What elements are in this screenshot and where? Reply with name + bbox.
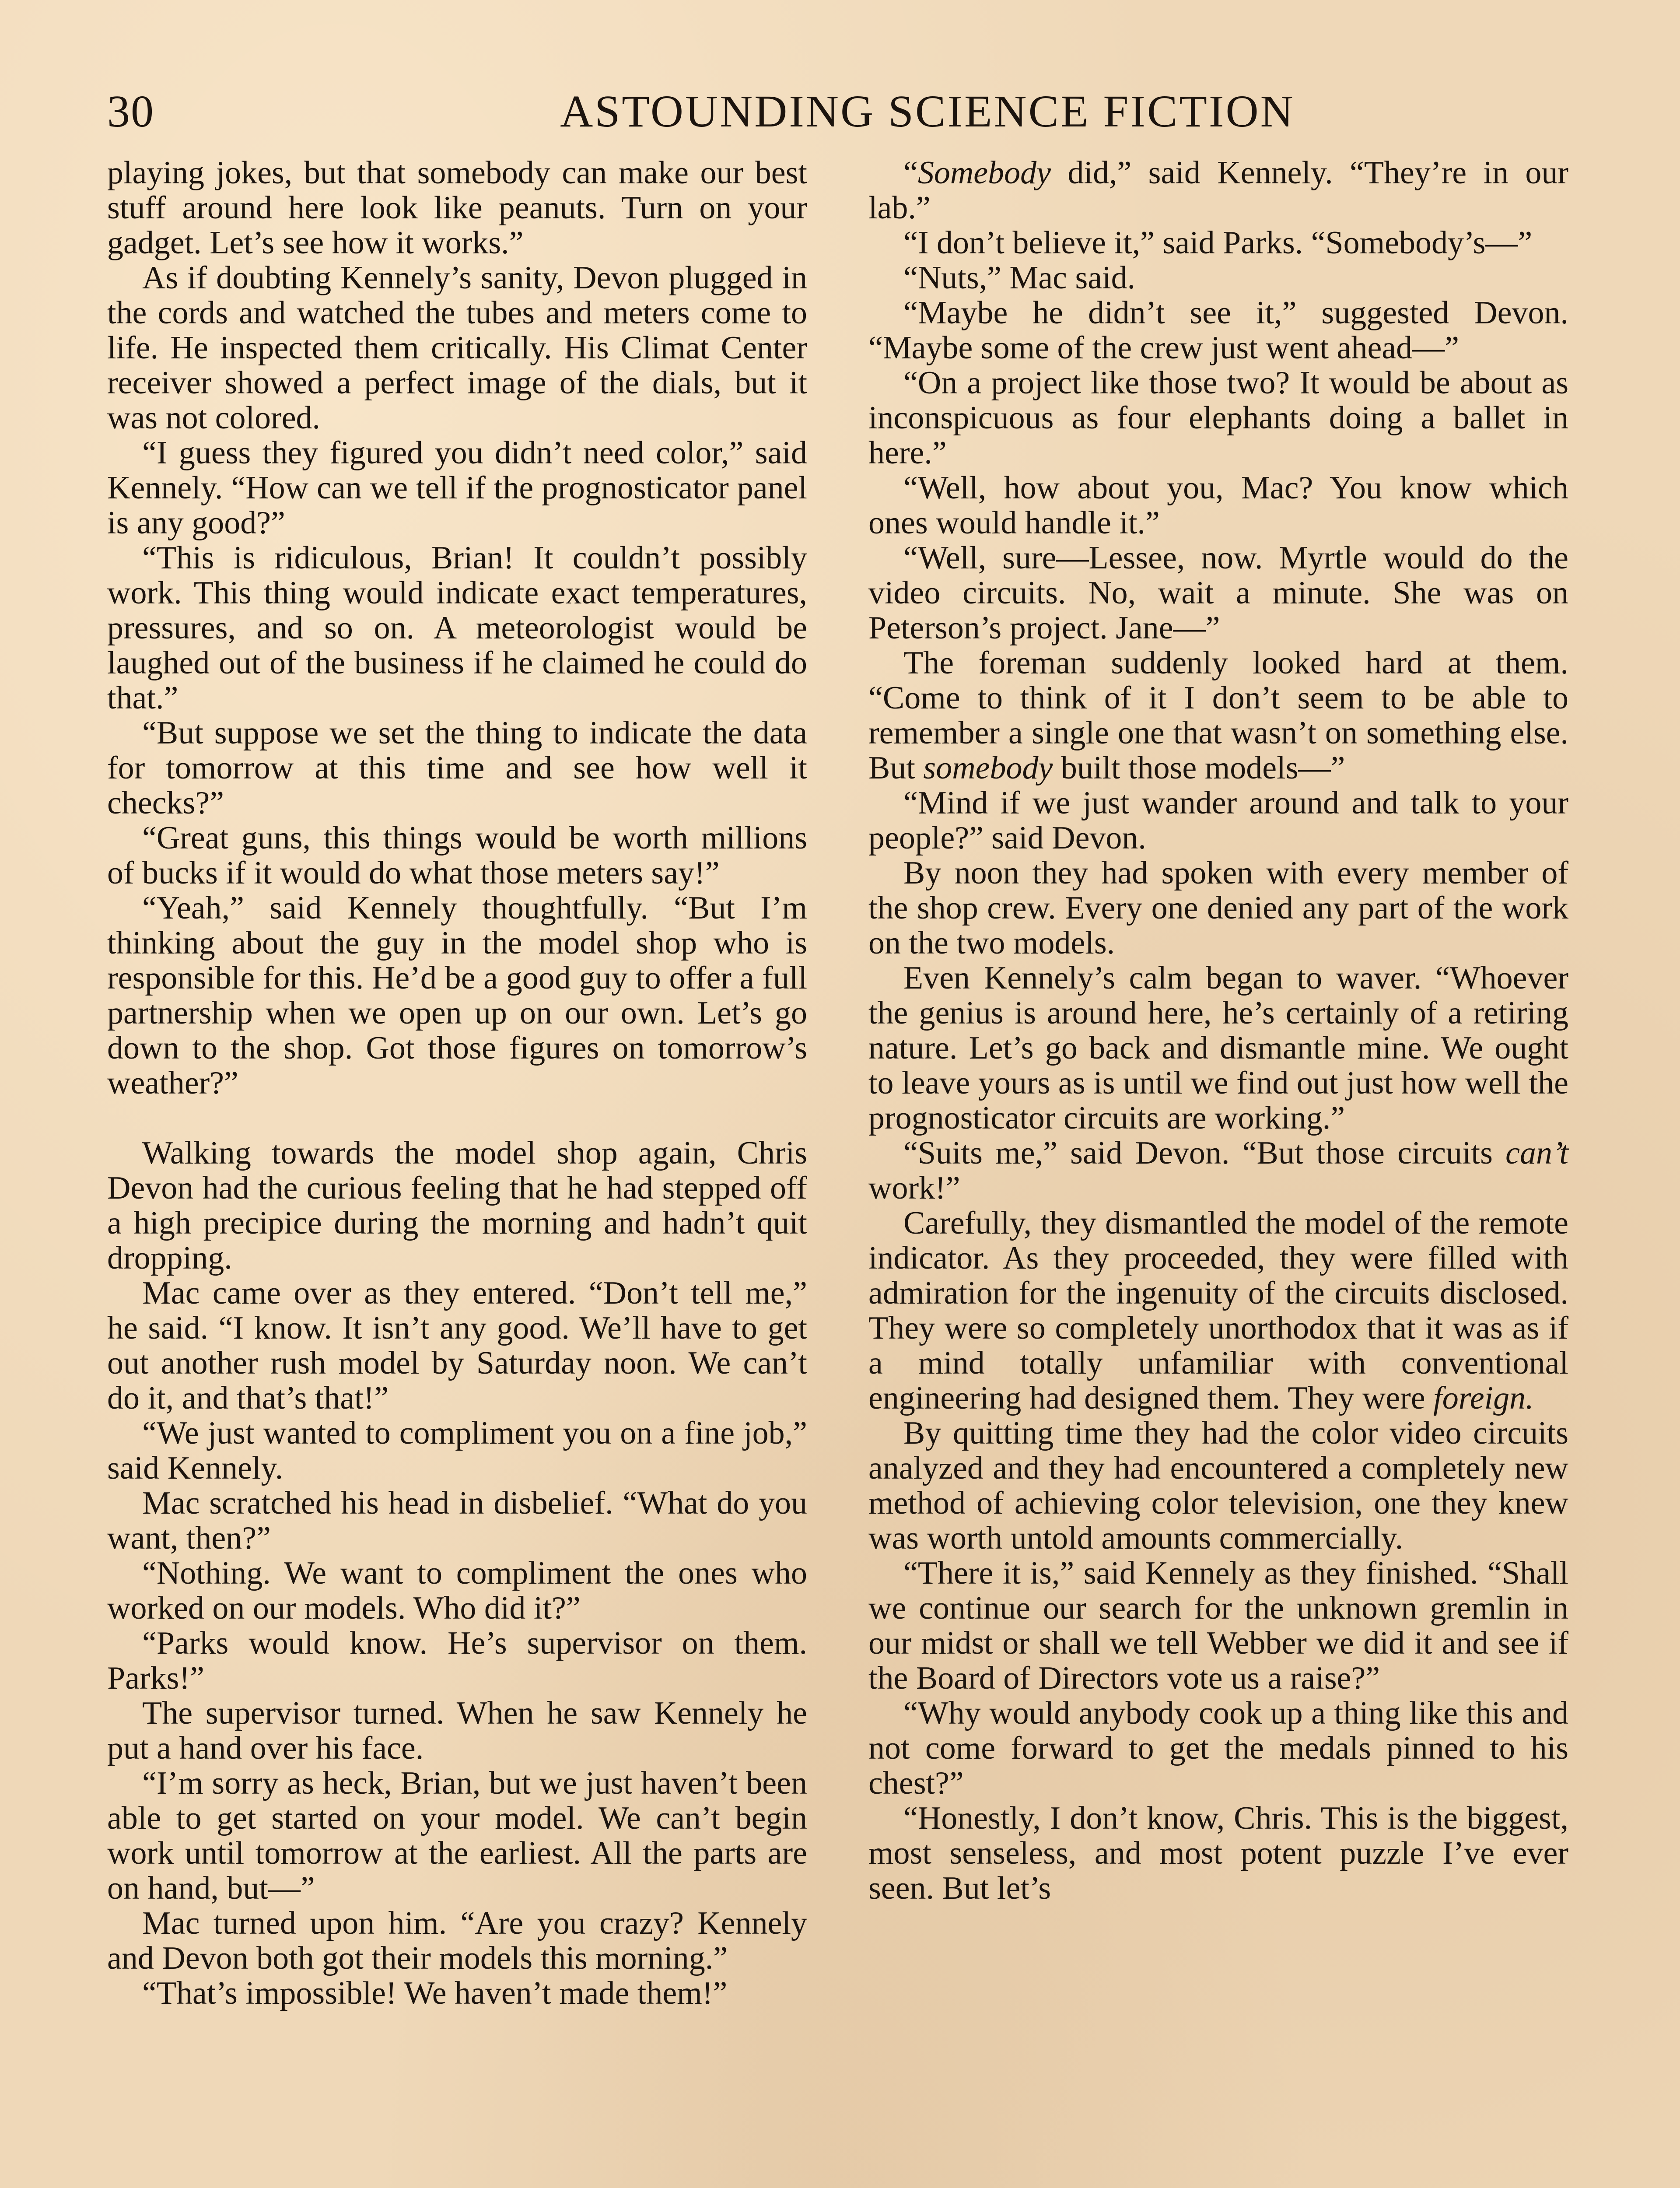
paragraph-text: The foreman suddenly looked hard at them. “Come to think of it I don’t seem to be able to remember a single one that wasn’t on something else. But bbox=[868, 645, 1568, 786]
paragraph bbox=[868, 1696, 1568, 1801]
paragraph-text: “Yeah,” said Kennely thoughtfully. “But I’m thinking about the guy in the model shop who is responsible for this. He’d be a good guy to offer a full partnership when we open up on our own. Let’s go down to the shop. Got those figures on tomorrow’s weather?” bbox=[107, 890, 807, 1101]
paragraph bbox=[868, 1801, 1568, 1906]
paragraph-text: work!” bbox=[868, 1170, 960, 1206]
paragraph-text: “I don’t believe it,” said Parks. “Somebody’s—” bbox=[903, 225, 1533, 261]
paragraph-text: “Honestly, I don’t know, Chris. This is the biggest, most senseless, and most potent puzzle I’ve ever seen. But let’s bbox=[868, 1800, 1568, 1906]
paragraph bbox=[868, 365, 1568, 470]
right-text-column bbox=[868, 155, 1568, 1906]
paragraph bbox=[107, 1976, 807, 2011]
paragraph-text: “I’m sorry as heck, Brian, but we just haven’t been able to get started on your model. We can’t begin work until tomorrow at the earliest. All the parts are on hand, but—” bbox=[107, 1765, 807, 1906]
paragraph-text: playing jokes, but that somebody can make our best stuff around here look like peanuts. Turn on your gadget. Let’s see how it works.” bbox=[107, 155, 807, 261]
paragraph-text: did,” said Kennely. “They’re in our lab.” bbox=[868, 155, 1568, 226]
paragraph bbox=[868, 1206, 1568, 1416]
paragraph-text: “On a project like those two? It would be about as inconspicuous as four elephants doing a ballet in here.” bbox=[868, 365, 1568, 471]
paragraph-text: “Parks would know. He’s supervisor on them. Parks!” bbox=[107, 1625, 807, 1696]
paragraph bbox=[868, 540, 1568, 645]
paragraph-text: “That’s impossible! We haven’t made them!” bbox=[142, 1975, 728, 2011]
paragraph bbox=[107, 260, 807, 435]
italic-text: can’t bbox=[1505, 1135, 1568, 1171]
paragraph-text: “There it is,” said Kennely as they finished. “Shall we continue our search for the unknown gremlin in our midst or shall we tell Webber we did it and see if the Board of Directors vote us a raise?” bbox=[868, 1555, 1568, 1696]
paragraph bbox=[868, 155, 1568, 225]
paragraph bbox=[107, 1626, 807, 1696]
paragraph bbox=[868, 1136, 1568, 1206]
paragraph-text: Mac scratched his head in disbelief. “What do you want, then?” bbox=[107, 1485, 807, 1556]
paragraph bbox=[868, 295, 1568, 365]
paragraph bbox=[868, 225, 1568, 260]
paragraph-text: “Well, sure—Lessee, now. Myrtle would do the video circuits. No, wait a minute. She was on Peterson’s project. Jane—” bbox=[868, 540, 1568, 646]
paragraph-text: By quitting time they had the color video circuits analyzed and they had encountered a completely new method of achieving color television, one they knew was worth untold amounts commercially. bbox=[868, 1415, 1568, 1556]
paragraph-text: The supervisor turned. When he saw Kennely he put a hand over his face. bbox=[107, 1695, 807, 1766]
italic-text: foreign. bbox=[1433, 1380, 1534, 1416]
paragraph bbox=[107, 1136, 807, 1276]
paragraph-text: “Well, how about you, Mac? You know which ones would handle it.” bbox=[868, 470, 1568, 541]
paragraph bbox=[107, 1766, 807, 1906]
paragraph-text: Even Kennely’s calm began to waver. “Whoever the genius is around here, he’s certainly of a retiring nature. Let’s go back and dismantle mine. We ought to leave yours as is until we find out just how well the prognosticator circuits are working.” bbox=[868, 960, 1568, 1136]
paragraph bbox=[868, 470, 1568, 540]
paragraph bbox=[107, 820, 807, 891]
paragraph bbox=[107, 1696, 807, 1766]
paragraph bbox=[868, 856, 1568, 961]
paragraph-text: “Maybe he didn’t see it,” suggested Devon. “Maybe some of the crew just went ahead—” bbox=[868, 295, 1568, 366]
paragraph bbox=[107, 1556, 807, 1626]
italic-text: somebody bbox=[923, 750, 1053, 786]
paragraph-text: As if doubting Kennely’s sanity, Devon plugged in the cords and watched the tubes and meters come to life. He inspected them critically. His Climat Center receiver showed a perfect image of the dials, but it was not colored. bbox=[107, 260, 807, 436]
italic-text: Somebody bbox=[917, 155, 1051, 191]
paragraph-text: built those models—” bbox=[1053, 750, 1345, 786]
paragraph bbox=[107, 1276, 807, 1416]
paragraph-text: “This is ridiculous, Brian! It couldn’t possibly work. This thing would indicate exact temperatures, pressures, and so on. A meteorologist would be laughed out of the business if he claimed he could do that.” bbox=[107, 540, 807, 716]
paragraph bbox=[868, 260, 1568, 295]
paragraph bbox=[107, 1416, 807, 1486]
paragraph bbox=[107, 891, 807, 1101]
paragraph bbox=[107, 540, 807, 715]
paragraph-text: “Nuts,” Mac said. bbox=[903, 260, 1136, 296]
paragraph-text: “Suits me,” said Devon. “But those circuits bbox=[903, 1135, 1506, 1171]
paragraph bbox=[107, 715, 807, 820]
paragraph-text: “I guess they figured you didn’t need color,” said Kennely. “How can we tell if the prognosticator panel is any good?” bbox=[107, 435, 807, 541]
paragraph-text: “Why would anybody cook up a thing like this and not come forward to get the medals pinned to his chest?” bbox=[868, 1695, 1568, 1801]
paragraph bbox=[868, 1416, 1568, 1556]
paragraph-lead: “ bbox=[903, 155, 918, 191]
paragraph-text: Carefully, they dismantled the model of the remote indicator. As they proceeded, they were filled with admiration for the ingenuity of the circuits disclosed. They were so completely unorthodox that it was as if a mind totally unfamiliar with conventional engineering had designed them. They were bbox=[868, 1205, 1568, 1416]
page-header bbox=[107, 81, 1564, 142]
paragraph-text: “Mind if we just wander around and talk to your people?” said Devon. bbox=[868, 785, 1568, 856]
paragraph-text: “We just wanted to compliment you on a fine job,” said Kennely. bbox=[107, 1415, 807, 1486]
paragraph bbox=[868, 1556, 1568, 1696]
page-number: 30 bbox=[107, 86, 154, 137]
paragraph bbox=[868, 961, 1568, 1136]
running-title: ASTOUNDING SCIENCE FICTION bbox=[560, 86, 1295, 137]
paragraph-text: “Great guns, this things would be worth millions of bucks if it would do what those meters say!” bbox=[107, 820, 807, 891]
paragraph-text: “But suppose we set the thing to indicate the data for tomorrow at this time and see how well it checks?” bbox=[107, 715, 807, 821]
paragraph bbox=[868, 645, 1568, 785]
paragraph bbox=[107, 435, 807, 540]
paragraph-text: “Nothing. We want to compliment the ones who worked on our models. Who did it?” bbox=[107, 1555, 807, 1626]
paragraph-text: Mac turned upon him. “Are you crazy? Kennely and Devon both got their models this morning.” bbox=[107, 1905, 807, 1976]
paragraph bbox=[107, 1486, 807, 1556]
paragraph-text: By noon they had spoken with every member of the shop crew. Every one denied any part of the work on the two models. bbox=[868, 855, 1568, 961]
paragraph bbox=[868, 785, 1568, 856]
paragraph-text: Mac came over as they entered. “Don’t tell me,” he said. “I know. It isn’t any good. We’ll have to get out another rush model by Saturday noon. We can’t do it, and that’s that!” bbox=[107, 1275, 807, 1416]
paragraph bbox=[107, 1906, 807, 1976]
paragraph-text: Walking towards the model shop again, Chris Devon had the curious feeling that he had stepped off a high precipice during the morning and hadn’t quit dropping. bbox=[107, 1135, 807, 1276]
paragraph bbox=[107, 155, 807, 260]
left-text-column bbox=[107, 155, 807, 2011]
